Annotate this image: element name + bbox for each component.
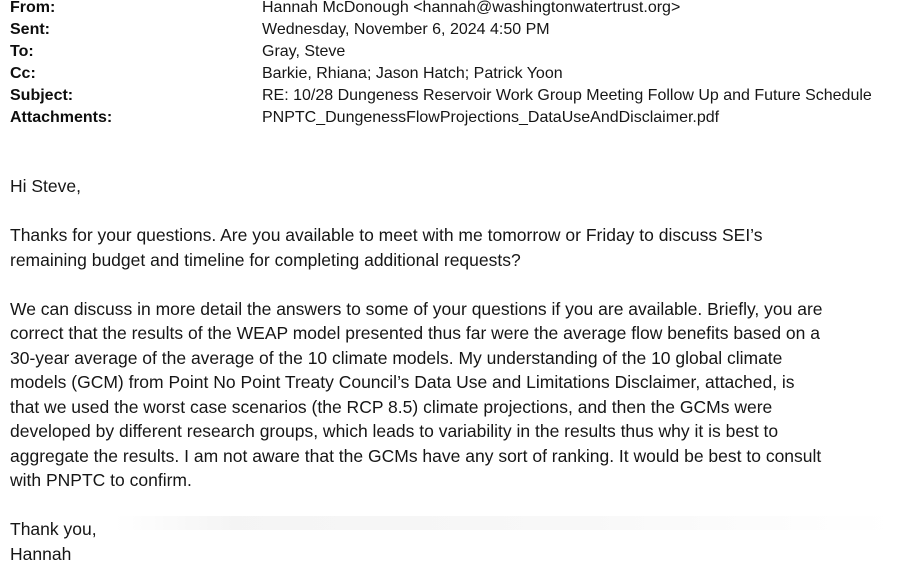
subject-row: [10, 85, 905, 107]
subject-value: RE: 10/28 Dungeness Reservoir Work Group Meeting Follow Up and Future Schedule: [262, 87, 872, 104]
cc-label: Cc:: [10, 65, 36, 82]
body-line: We can discuss in more detail the answers to some of your questions if you are available. Briefly, you are: [10, 298, 823, 319]
paragraph-meeting-request: [10, 223, 905, 272]
signature-name: Hannah: [10, 543, 72, 564]
email-body: [10, 174, 905, 566]
body-line: Thanks for your questions. Are you available to meet with me tomorrow or Friday to discuss SEI’s: [10, 225, 763, 245]
body-line: aggregate the results. I am not aware that the GCMs have any sort of ranking. It would be best to consult: [10, 445, 822, 466]
from-row: [10, 0, 905, 19]
attachment-file-link[interactable]: PNPTC_DungenessFlowProjections_DataUseAndDisclaimer.pdf: [262, 109, 720, 126]
body-line: 30-year average of the average of the 10 climate models. My understanding of the 10 global climate: [10, 347, 783, 368]
greeting: Hi Steve,: [10, 176, 81, 196]
body-line: correct that the results of the WEAP model presented thus far were the average flow benefits based on a: [10, 323, 820, 343]
from-value[interactable]: Hannah McDonough <hannah@washingtonwatertrust.org>: [262, 0, 681, 16]
subject-label: Subject:: [10, 87, 74, 104]
cc-value[interactable]: Barkie, Rhiana; Jason Hatch; Patrick Yoon: [262, 65, 563, 82]
to-value[interactable]: Gray, Steve: [262, 43, 346, 60]
body-line: that we used the worst case scenarios (the RCP 8.5) climate projections, and then the GCMs were: [10, 396, 773, 417]
paragraph-model-details: [10, 297, 905, 493]
sent-row: [10, 19, 905, 41]
body-line: developed by different research groups, which leads to variability in the results thus why it is best to: [10, 421, 779, 441]
body-line: remaining budget and timeline for completing additional requests?: [10, 249, 521, 270]
closing-line: Thank you,: [10, 519, 97, 539]
email-header: [10, 0, 905, 129]
to-row: [10, 41, 905, 63]
scan-smudge: [115, 516, 895, 530]
body-line: with PNPTC to confirm.: [10, 470, 192, 490]
attachments-label: Attachments:: [10, 109, 113, 126]
sent-value: Wednesday, November 6, 2024 4:50 PM: [262, 21, 550, 38]
cc-row: [10, 63, 905, 85]
body-line: models (GCM) from Point No Point Treaty Council’s Data Use and Limitations Disclaimer, attached, is: [10, 372, 795, 392]
attachments-row: [10, 107, 905, 129]
to-label: To:: [10, 43, 34, 60]
from-label: From:: [10, 0, 56, 16]
sent-label: Sent:: [10, 21, 50, 38]
